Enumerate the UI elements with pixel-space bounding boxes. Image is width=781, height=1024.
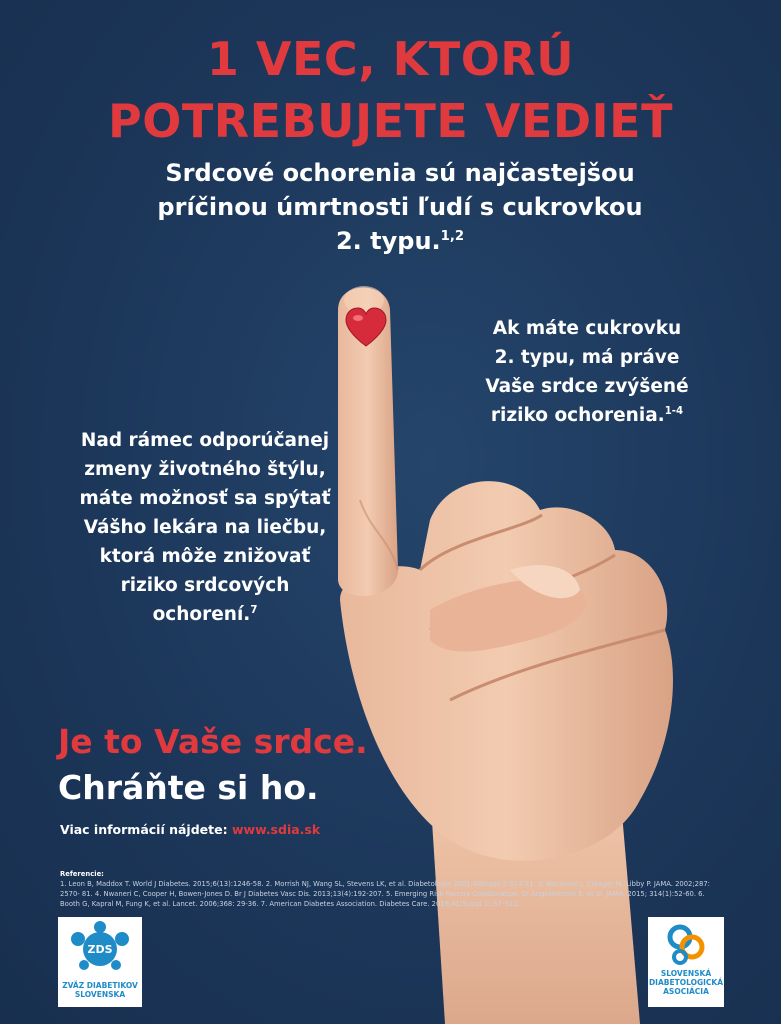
left-text-line: Nad rámec odporúčanej	[80, 430, 330, 451]
sda-logo-line-3: ASOCIÁCIA	[663, 987, 709, 996]
sda-logo-line-1: SLOVENSKÁ	[660, 969, 712, 978]
references-text: 1. Leon B, Maddox T. World J Diabetes. 2015;6(13):1246-58. 2. Morrish NJ, Wang SL, Stevens LK, et al. Diabetologia 2001;44Suppl 2:S14-21. 3. Beckman J, Creager M, Libby P. JAMA. 2002;287: 2570- 81. 4. Nwaneri C, Cooper H, Bowen-Jones D. Br J Diabetes Vasc Dis. 2013;13(4):192-207. 5. Emerging Risk Factors Collaboration, Di Angelantonio E, et al. JAMA. 2015; 314(1):52-60. 6. Booth G, Kapral M, Fung K, et al. Lancet. 2006;368: 29-36. 7. American Diabetes Association. Diabetes Care. 2018;41(Suppl.1):S7–S12.	[60, 880, 710, 908]
headline-line-1: 1 VEC, KTORÚ	[206, 32, 575, 86]
right-text-line: Vaše srdce zvýšené	[485, 376, 689, 397]
left-text-line: Vášho lekára na liečbu,	[83, 517, 327, 538]
subheadline-line-1: Srdcové ochorenia sú najčastejšou	[165, 159, 635, 187]
right-text-reference: 1-4	[664, 405, 684, 417]
sda-logo-mark	[648, 917, 724, 967]
zds-logo	[58, 917, 142, 1007]
right-text-line: Ak máte cukrovku	[492, 318, 682, 339]
right-text-line	[462, 401, 712, 430]
sda-logo	[648, 917, 724, 1007]
more-info	[60, 822, 320, 837]
right-text-line-text: riziko ochorenia.	[490, 405, 665, 426]
zds-logo-line-1: ZVÄZ DIABETIKOV	[62, 981, 138, 990]
subheadline-reference: 1,2	[440, 229, 465, 244]
left-text-line: riziko srdcových	[120, 575, 290, 596]
left-text-line: máte možnosť sa spýtať	[79, 488, 331, 509]
zds-logo-mark-text: ZDS	[87, 943, 113, 956]
right-text-line: 2. typu, má práve	[494, 347, 680, 368]
left-text-line	[40, 600, 370, 629]
slogan-white: Chráňte si ho.	[58, 768, 319, 807]
left-text-block	[40, 426, 370, 629]
left-text-line: ktorá môže znižovať	[99, 546, 311, 567]
subheadline	[100, 156, 700, 258]
right-text-block	[462, 314, 712, 430]
subheadline-line-3-text: 2. typu.	[335, 227, 441, 255]
subheadline-line-2: príčinou úmrtnosti ľudí s cukrovkou	[157, 193, 643, 221]
references	[60, 869, 720, 909]
left-text-line: zmeny životného štýlu,	[84, 459, 326, 480]
left-text-line-text: ochorení.	[152, 604, 251, 625]
subheadline-line-3	[100, 224, 700, 258]
left-text-reference: 7	[250, 604, 258, 616]
more-info-label: Viac informácií nájdete:	[60, 822, 228, 837]
sda-logo-line-2: DIABETOLOGICKÁ	[648, 978, 724, 987]
website-link[interactable]: www.sdia.sk	[231, 822, 321, 837]
references-title: Referencie:	[60, 870, 104, 878]
slogan-red: Je to Vaše srdce.	[58, 722, 368, 761]
headline-line-2: POTREBUJETE VEDIEŤ	[108, 94, 673, 148]
zds-logo-mark	[58, 917, 142, 979]
zds-logo-line-2: SLOVENSKA	[74, 990, 126, 999]
